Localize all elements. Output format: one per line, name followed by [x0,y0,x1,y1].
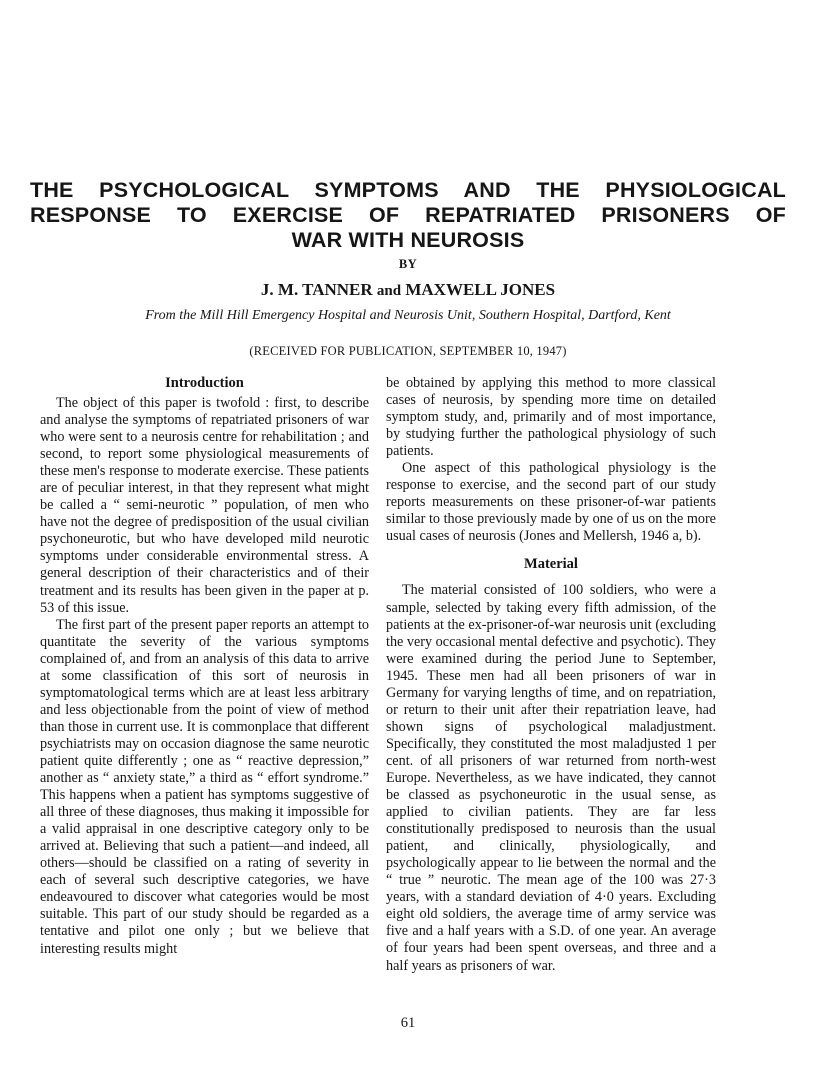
page-number: 61 [400,1015,416,1031]
received-date: (RECEIVED FOR PUBLICATION, SEPTEMBER 10, 1947) [249,344,567,358]
author-conjunction: and [376,283,402,299]
column-right [386,375,716,975]
introduction-heading: Introduction [165,375,244,391]
intro-paragraph-2-continued: be obtained by applying this method to more classical cases of neurosis, by spending more time on detailed symptom study, and, primarily and of most importance, by studying further the pathological physiology of such patients. [386,375,716,460]
paper-title [30,178,786,253]
title-line-2: RESPONSE TO EXERCISE OF REPATRIATED PRISONERS OF [30,203,786,227]
intro-paragraph-3: One aspect of this pathological physiology is the response to exercise, and the second part of our study reports measurements on these prisoner-of-war patients similar to those previously made by one of us on the more usual cases of neurosis (Jones and Mellersh, 1946 a, b). [386,460,716,545]
intro-paragraph-2: The first part of the present paper reports an attempt to quantitate the severity of the various symptoms complained of, and from an analysis of this data to arrive at some classification of this sort of neurosis in symptomatological terms which are at least less arbitrary and less objectionable from the point of view of method than those in current use. It is commonplace that different psychiatrists may on occasion diagnose the same neurotic patient quite differently ; one as “ reactive depression,” another as “ anxiety state,” a third as “ effort syndrome.” This happens when a patient has symptoms suggestive of all three of these diagnoses, thus making it impossible for a valid appraisal in one descriptive category only to be arrived at. Believing that such a patient—and indeed, all others—should be classified on a rating of severity in each of several such descriptive categories, we have endeavoured to discover what categories would be most suitable. This part of our study should be regarded as a tentative and pilot one only ; but we believe that interesting results might [40,616,369,957]
authors [0,280,816,300]
material-paragraph-1: The material consisted of 100 soldiers, who were a sample, selected by taking every fifth admission, of the patients at the ex-prisoner-of-war neurosis unit (excluding the very occasional mental defective and psychotic). They were examined during the period June to September, 1945. These men had all been prisoners of war in Germany for varying lengths of time, and on repatriation, or return to their unit after their repatriation leave, had shown signs of psychological maladjustment. Specifically, they constituted the most maladjusted 1 per cent. of all prisoners of war returned from north-west Europe. Nevertheless, as we have indicated, they cannot be classed as psychoneurotic in the usual sense, as applied to civilian patients. They are far less constitutionally predisposed to neurosis than the usual patient, and clinically, physiologically, and psychologically appear to lie between the normal and the “ true ” neurotic. The mean age of the 100 was 27·3 years, with a standard deviation of 4·0 years. Excluding eight old soldiers, the average time of army service was five and a half years with a S.D. of one year. An average of four years had been spent overseas, and three and a half years as prisoners of war. [386,582,716,974]
author-2: MAXWELL JONES [405,280,556,299]
title-line-1: THE PSYCHOLOGICAL SYMPTOMS AND THE PHYSIOLOGICAL [30,178,786,202]
column-left [40,372,369,958]
byline: BY [398,257,418,271]
intro-paragraph-1: The object of this paper is twofold : first, to describe and analyse the symptoms of repatriated prisoners of war who were sent to a neurosis centre for rehabilitation ; and second, to report some physiological measurements of these men's response to moderate exercise. These patients are of peculiar interest, in that they represent what might be called a “ semi-neurotic ” population, of men who have not the degree of predisposition of the usual civilian psychoneurotic, but who have developed mild neurotic symptoms under considerable environmental stress. A general description of their characteristics and of their treatment and its results has been given in the paper at p. 53 of this issue. [40,395,369,616]
material-heading: Material [524,556,578,573]
affiliation: From the Mill Hill Emergency Hospital and Neurosis Unit, Southern Hospital, Dartford, Kent [145,308,671,323]
author-1: J. M. TANNER [260,280,373,299]
title-line-3: WAR WITH NEUROSIS [291,228,525,252]
